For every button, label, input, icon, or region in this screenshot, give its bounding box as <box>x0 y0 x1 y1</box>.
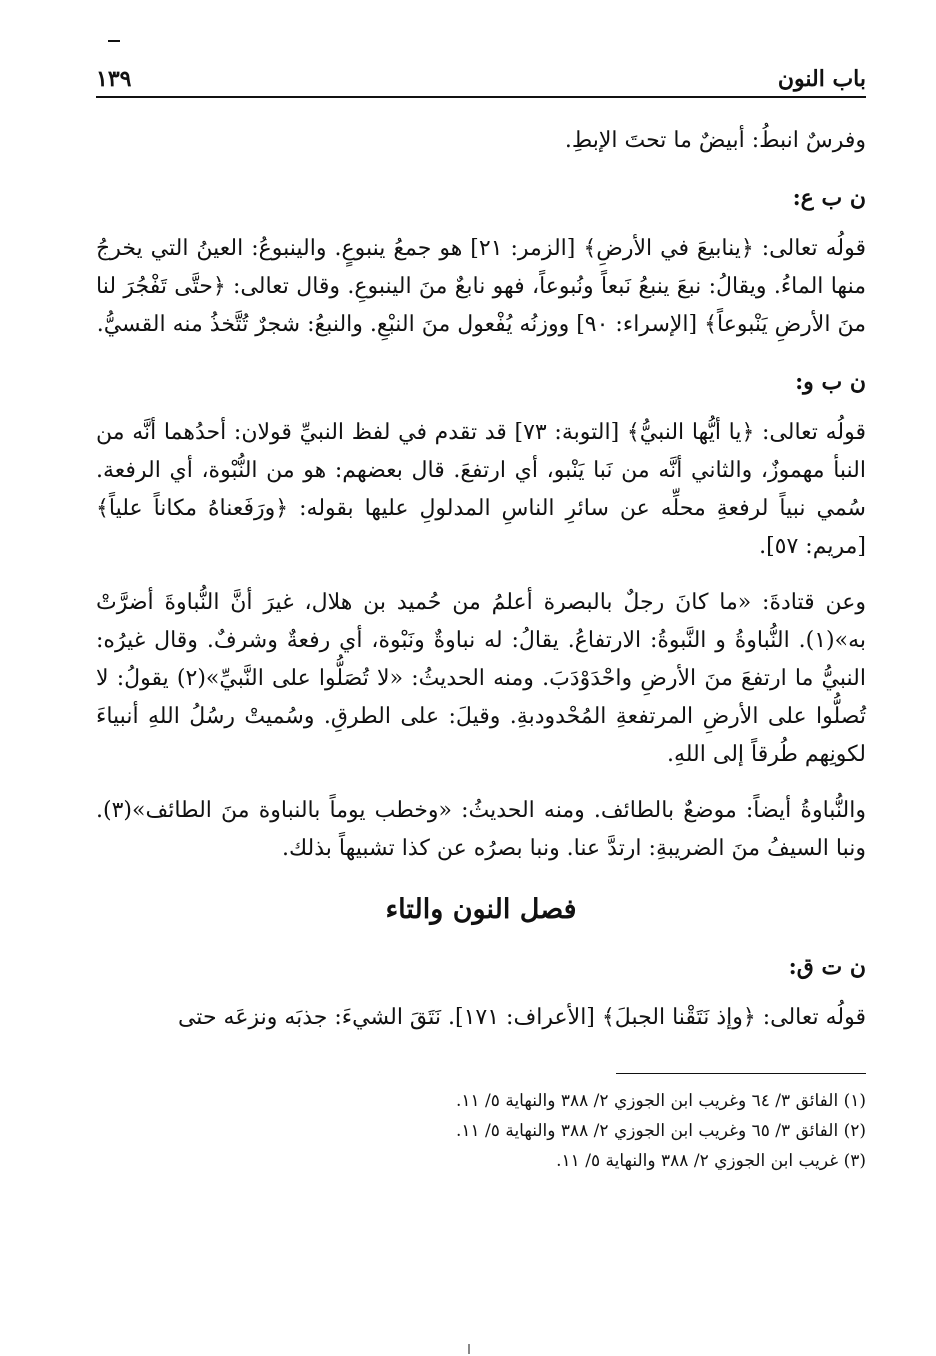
root-heading-nbe: ن ب ع: <box>792 185 866 211</box>
paragraph-3: قولُه تعالى: ﴿يا أيُّها النبيُّ﴾ [التوبة: ٧٣] قد تقدم في لفظ النبيِّ قولان: أحدُهما أنَّه من النبأ مهموزٌ، والثاني أنَّه من نَبا يَنْبو، أي ارتفعَ. قال بعضهم: هو من النُّبْوة، أي الرفعة. سُمي نبياً لرفعةِ محلِّه عن سائرِ الناسِ المدلولِ عليها بقوله: ﴿ورَفَعناهُ مكاناً علياً﴾ [مريم: ٥٧]. <box>96 420 866 559</box>
paragraph-5: والنُّباوةُ أيضاً: موضعٌ بالطائف. ومنه الحديثُ: «وخطب يوماً بالنباوة منَ الطائف»(٣). ونبا السيفُ منَ الضريبةِ: ارتدَّ عنا. ونبا بصرُه عن كذا تشبيهاً بذلك. <box>96 798 866 861</box>
section-title: فصل النون والتاء <box>385 894 577 925</box>
page-number: ١٣٩ <box>96 66 132 92</box>
footnote-2: (٢) الفائق ٣/ ٦٥ وغريب ابن الجوزي ٢/ ٣٨٨ والنهاية ٥/ ١١. <box>455 1121 866 1141</box>
paragraph-2: قولُه تعالى: ﴿ينابيعَ في الأرضِ﴾ [الزمر: ٢١] هو جمعُ ينبوعٍ. والينبوعُ: العينُ التي يخرجُ منها الماءُ. ويقالُ: نبعَ ينبعُ نَبعاً ونُبوعاً، فهو نابعٌ منَ الينبوعِ. وقال تعالى: ﴿حتَّى تَفْجُرَ لنا منَ الأرضِ يَنْبوعاً﴾ [الإسراء: ٩٠] ووزنُه يُفْعول منَ النبْعِ. والنبعُ: شجرٌ تُتَّخذُ منه القسيُّ. <box>96 236 866 337</box>
chapter-title: باب النون <box>777 66 866 92</box>
root-heading-nbw: ن ب و: <box>795 369 866 395</box>
footnote-3: (٣) غريب ابن الجوزي ٢/ ٣٨٨ والنهاية ٥/ ١١. <box>556 1151 866 1171</box>
footnote-rule <box>616 1073 866 1074</box>
page-header <box>96 30 866 92</box>
page <box>96 30 866 1176</box>
footnote-1: (١) الفائق ٣/ ٦٤ وغريب ابن الجوزي ٢/ ٣٨٨ والنهاية ٥/ ١١. <box>455 1091 866 1111</box>
root-heading-ntq: ن ت ق: <box>788 954 866 980</box>
paragraph-4: وعن قتادةَ: «ما كانَ رجلٌ بالبصرة أعلمُ من حُميد بن هلال، غيرَ أنَّ النُّباوةَ أضرَّتْ به»(١). النُّباوةُ و النَّبوةُ: الارتفاعُ. يقالُ: له نباوةٌ ونَبْوة، أي رفعةٌ وشرفٌ. وقال غيرُه: النبيُّ ما ارتفعَ منَ الأرضِ واحْدَوْدَبَ. ومنه الحديثُ: «لا تُصَلُّوا على النَّبيِّ»(٢) يقولُ: لا تُصلُّوا على الأرضِ المرتفعةِ المُحْدودبةِ. وقيلَ: على الطرقِ. وسُميتْ رسُلُ اللهِ أنبياءَ لكونِهم طُرقاً إلى اللهِ. <box>96 590 866 767</box>
paragraph-1: وفرسٌ انبطُ: أبيضٌ ما تحتَ الإبطِ. <box>564 128 866 153</box>
bottom-mark <box>468 1344 470 1354</box>
paragraph-6: قولُه تعالى: ﴿وإذ نَتَقْنا الجبلَ﴾ [الأعراف: ١٧١]. نَتَقَ الشيءَ: جذبَه ونزعَه حتى <box>177 1005 866 1030</box>
